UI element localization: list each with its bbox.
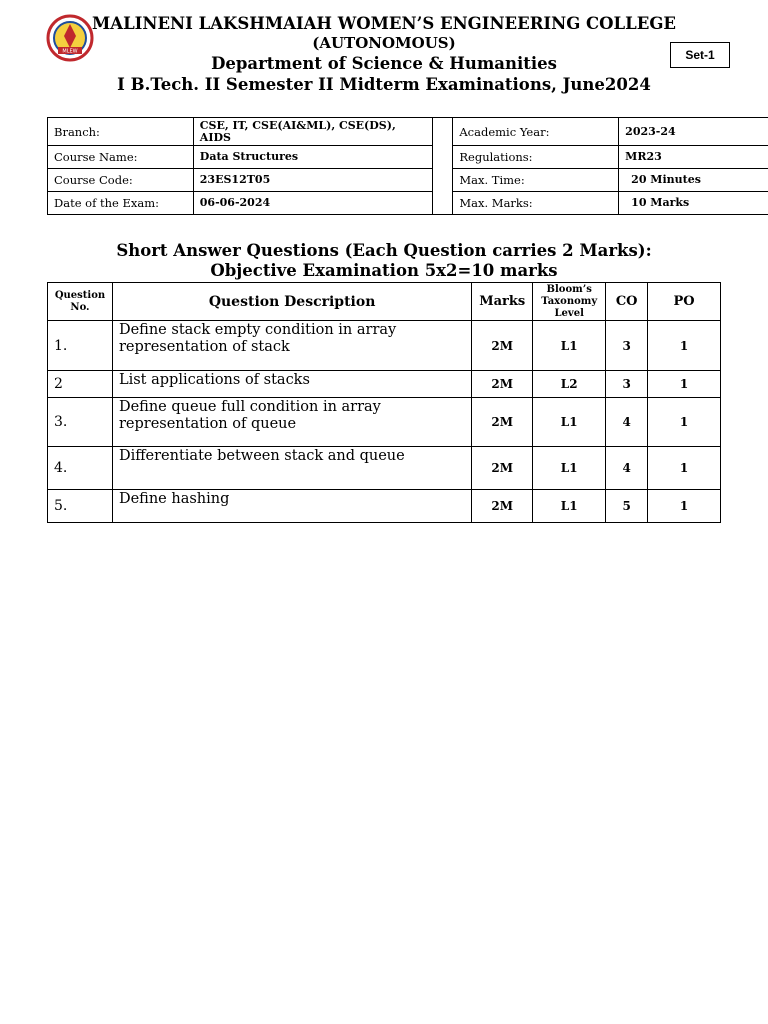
section-title-line1: Short Answer Questions (Each Question carries 2 Marks): xyxy=(116,241,652,260)
question-marks: 2M xyxy=(472,447,533,490)
max-marks-label: Max. Marks: xyxy=(453,192,619,215)
question-co: 3 xyxy=(606,321,648,371)
header-question-description: Question Description xyxy=(112,283,471,321)
question-number: 2 xyxy=(48,371,113,398)
question-row xyxy=(48,371,721,398)
question-marks: 2M xyxy=(472,398,533,447)
course-code-label: Course Code: xyxy=(48,169,194,192)
exam-title: I B.Tech. II Semester II Midterm Examinations, June2024 xyxy=(117,75,651,94)
question-co: 4 xyxy=(606,398,648,447)
date-label: Date of the Exam: xyxy=(48,192,194,215)
question-marks: 2M xyxy=(472,321,533,371)
set-label: Set-1 xyxy=(670,42,730,68)
date-value: 06-06-2024 xyxy=(193,192,433,215)
info-row-course-code xyxy=(48,169,768,192)
regulations-label: Regulations: xyxy=(453,146,619,169)
question-marks: 2M xyxy=(472,490,533,523)
regulations-value: MR23 xyxy=(619,146,768,169)
question-co: 4 xyxy=(606,447,648,490)
header-co: CO xyxy=(606,283,648,321)
department-name: Department of Science & Humanities xyxy=(211,54,557,73)
logo-text: MLEW xyxy=(62,48,78,55)
questions-header-row xyxy=(48,283,721,321)
max-marks-value: 10 Marks xyxy=(619,192,768,215)
question-marks: 2M xyxy=(472,371,533,398)
question-po: 1 xyxy=(648,447,721,490)
question-row xyxy=(48,447,721,490)
question-description: List applications of stacks xyxy=(112,371,471,398)
header-blooms-level: Bloom’s Taxonomy Level xyxy=(533,283,606,321)
question-description: Define hashing xyxy=(112,490,471,523)
exam-info-table xyxy=(47,117,768,215)
question-row xyxy=(48,490,721,523)
branch-label: Branch: xyxy=(48,118,194,146)
question-po: 1 xyxy=(648,398,721,447)
question-number: 3. xyxy=(48,398,113,447)
question-level: L1 xyxy=(533,398,606,447)
section-title xyxy=(0,241,768,281)
college-status: (AUTONOMOUS) xyxy=(312,34,456,52)
question-number: 5. xyxy=(48,490,113,523)
questions-table xyxy=(47,282,721,523)
question-description: Differentiate between stack and queue xyxy=(112,447,471,490)
course-name-value: Data Structures xyxy=(193,146,433,169)
info-gap xyxy=(433,118,453,215)
course-code-value: 23ES12T05 xyxy=(193,169,433,192)
branch-value: CSE, IT, CSE(AI&ML), CSE(DS), AIDS xyxy=(193,118,433,146)
college-name: MALINENI LAKSHMAIAH WOMEN’S ENGINEERING COLLEGE xyxy=(92,14,676,33)
question-po: 1 xyxy=(648,371,721,398)
question-number: 1. xyxy=(48,321,113,371)
info-row-branch xyxy=(48,118,768,146)
header-question-no: Question No. xyxy=(48,283,113,321)
max-time-value: 20 Minutes xyxy=(619,169,768,192)
header-marks: Marks xyxy=(472,283,533,321)
max-time-label: Max. Time: xyxy=(453,169,619,192)
question-co: 3 xyxy=(606,371,648,398)
section-title-line2: Objective Examination 5x2=10 marks xyxy=(210,261,558,280)
question-row xyxy=(48,321,721,371)
question-number: 4. xyxy=(48,447,113,490)
exam-header xyxy=(0,14,768,95)
question-level: L1 xyxy=(533,321,606,371)
question-level: L1 xyxy=(533,447,606,490)
question-po: 1 xyxy=(648,321,721,371)
academic-year-value: 2023-24 xyxy=(619,118,768,146)
question-description: Define queue full condition in array representation of queue xyxy=(112,398,471,447)
question-level: L2 xyxy=(533,371,606,398)
course-name-label: Course Name: xyxy=(48,146,194,169)
question-co: 5 xyxy=(606,490,648,523)
header-po: PO xyxy=(648,283,721,321)
academic-year-label: Academic Year: xyxy=(453,118,619,146)
question-row xyxy=(48,398,721,447)
question-po: 1 xyxy=(648,490,721,523)
info-row-course-name xyxy=(48,146,768,169)
info-row-date xyxy=(48,192,768,215)
question-description: Define stack empty condition in array representation of stack xyxy=(112,321,471,371)
question-level: L1 xyxy=(533,490,606,523)
